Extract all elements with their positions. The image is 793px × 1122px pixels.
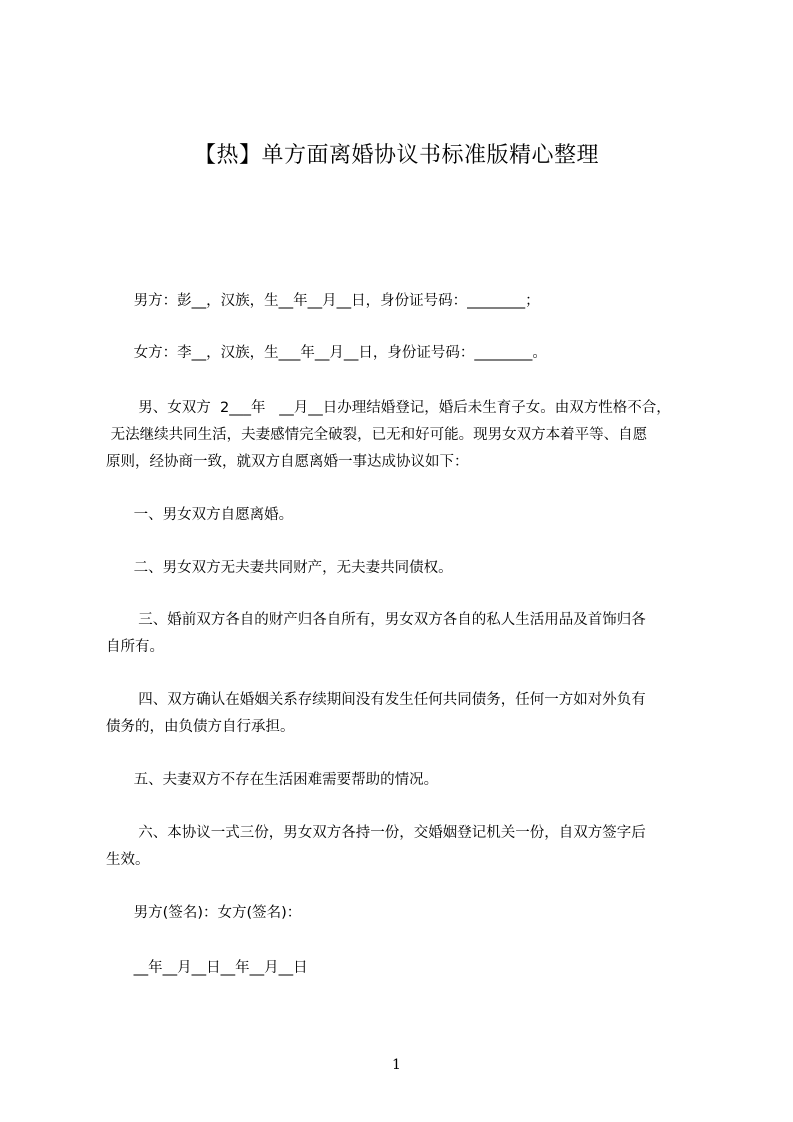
clause-3: 三、婚前双方各自的财产归各自所有，男女双方各自的私人生活用品及首饰归各 自所有。	[106, 612, 646, 655]
clause-1: 一、男女双方自愿离婚。	[106, 507, 294, 523]
party-female-info: 女方：李__，汉族，生___年__月__日，身份证号码：________。	[106, 345, 547, 361]
clause-5: 五、夫妻双方不存在生活困难需要帮助的情况。	[106, 772, 439, 788]
clause-6: 六、本协议一式三份，男女双方各持一份，交婚姻登记机关一份，自双方签字后 生效。	[106, 825, 646, 868]
clause-2: 二、男女双方无夫妻共同财产，无夫妻共同债权。	[106, 560, 453, 576]
page-number: 1	[392, 1057, 401, 1073]
clause-4: 四、双方确认在婚姻关系存续期间没有发生任何共同债务，任何一方如对外负有 债务的，由负债方自行承担。	[106, 692, 646, 735]
document-title: 【热】单方面离婚协议书标准版精心整理	[193, 143, 599, 168]
party-male-info: 男方：彭__，汉族，生__年__月__日，身份证号码：________；	[106, 293, 540, 309]
date-line: __年__月__日__年__月__日	[106, 960, 308, 976]
signature-line: 男方(签名)：女方(签名)：	[106, 905, 302, 921]
agreement-preamble: 男、女双方 2___年 __月__日办理结婚登记，婚后未生育子女。由双方性格不合， 无法继续共同生活，夫妻感情完全破裂，已无和好可能。现男女双方本着平等、自愿 原则，经协商一致，就双方自愿离婚一事达成协议如下：	[106, 400, 671, 470]
